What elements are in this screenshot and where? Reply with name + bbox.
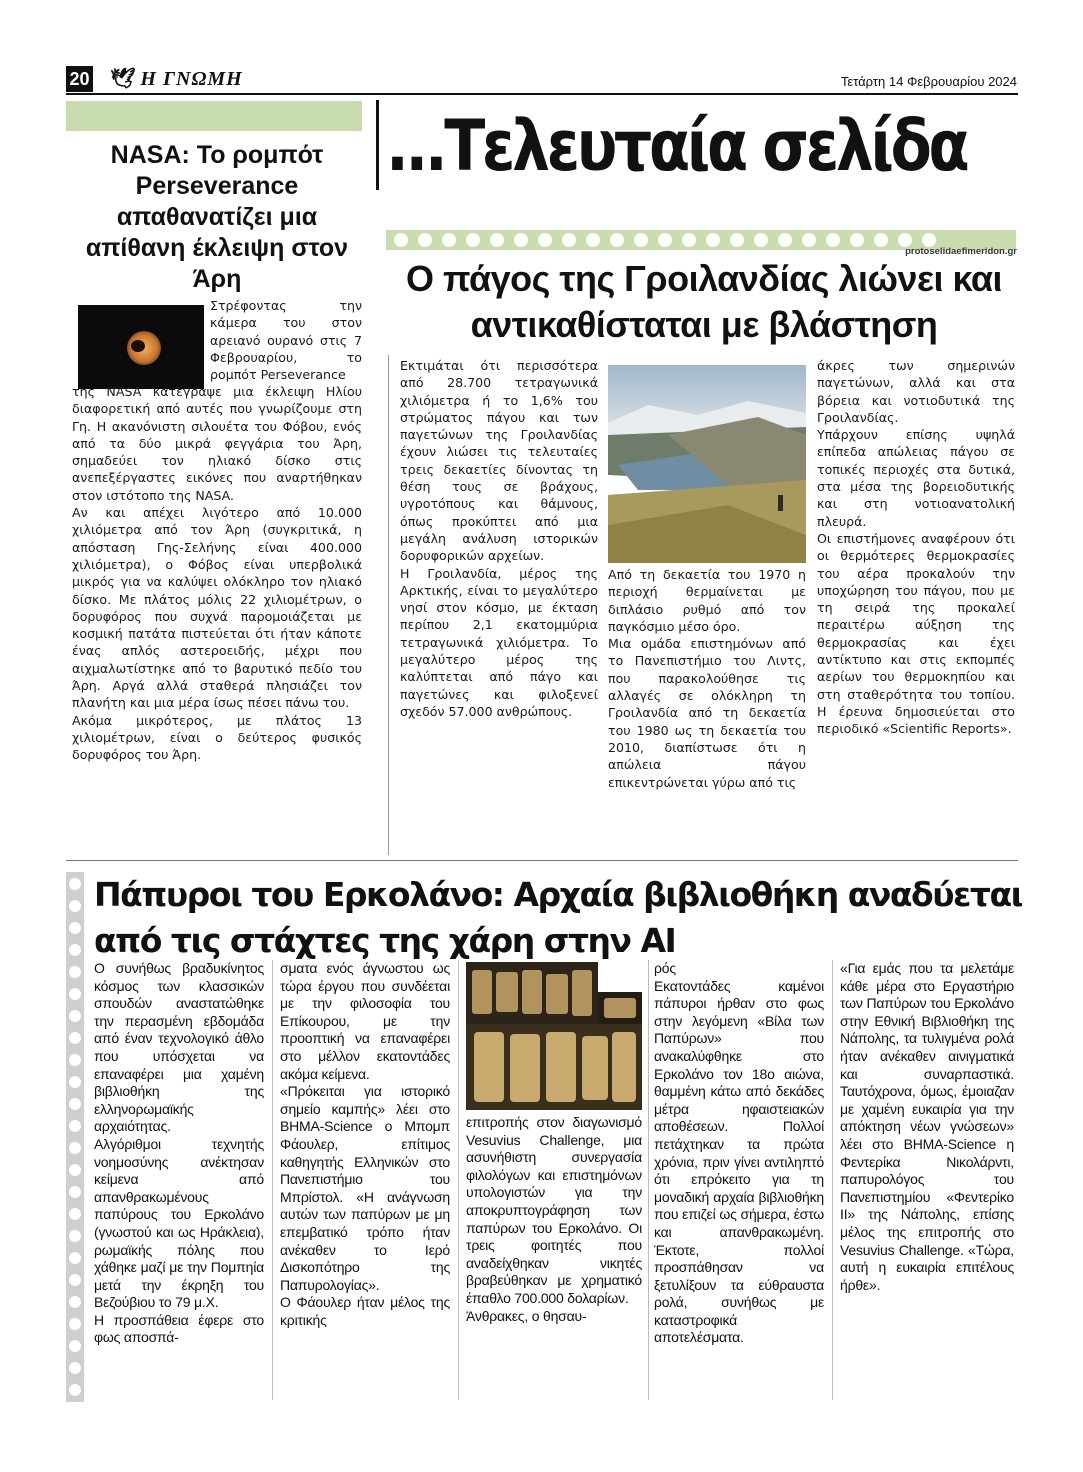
section-title: ...Τελευταία σελίδα <box>386 105 967 187</box>
dot-ornament <box>898 233 912 247</box>
dot-ornament <box>69 1230 81 1242</box>
dot-ornament <box>69 1362 81 1374</box>
article3-col3-p2: Άνθρακες, ο θησαυ- <box>466 1307 587 1324</box>
column-gutter <box>648 960 649 1400</box>
dot-ornament <box>69 1296 81 1308</box>
dot-ornament <box>802 233 816 247</box>
article1-p1-head: Στρέφοντας την κάμερα του στον αρειανό ουρανό στις 7 Φεβρουαρίου, το ρομπότ Perseverance <box>210 298 362 383</box>
dot-ornament <box>69 1054 81 1066</box>
article3-col2-p2: «Πρόκειται για ιστορικό σημείο καμπής» λέει στο ΒΗΜΑ-Science ο Μπομπ Φάουλερ, επίτιμος καθηγητής Ελληνικών στο Πανεπιστήμιο του Μπρίστολ. «Η ανάγνωση αυτών των παπύρων με μη επεμβατικό τρόπο ήταν ανέκαθεν το Ιερό Δισκοπότηρο της Παπυρολογίας». <box>280 1083 450 1293</box>
article2-col3-p3: Οι επιστήμονες αναφέρουν ότι οι θερμότερες θερμοκρασίες του αέρα προκαλούν την υποχώρηση του πάγου, που με τη σειρά της προκαλεί περαιτέρω αύξηση της θερμοκρασίας και έχει αντίκτυπο και στις εκπομπές αερίων του θερμοκηπίου και στη σταθερότητα του τοπίου. Η έρευνα δημοσιεύεται στο περιοδικό «Scientific Reports». <box>817 530 1015 737</box>
article3-col1-p3: Η προσπάθεια έφερε στο φως αποσπά- <box>94 1311 264 1346</box>
article1-p3: Ακόμα μικρότερος, με πλάτος 13 χιλιομέτρων, είναι ο δεύτερος φυσικός δορυφόρος του Άρη. <box>72 712 362 763</box>
dot-ornament <box>466 233 480 247</box>
article3-col4 <box>654 960 824 1400</box>
article3-col5-p1: «Για εμάς που τα μελετάμε κάθε μέρα στο Εργαστήριο των Παπύρων του Ερκολάνο στην Εθνική Βιβλιοθήκη της Νάπολης, τα τυλιγμένα ρολά ήταν ανέκαθεν αινιγματικά και συναρπαστικά. Ταυτόχρονα, όμως, έμοιαζαν με χαμένη ευκαιρία για την απόκτηση νέων γνώσεων» λέει στο ΒΗΜΑ-Science η Φεντερίκα Νικολάρντι, παπυρολόγος του Πανεπιστημίου «Φεντερίκο ΙΙ» της Νάπολης, επίσης μέλος της επιτροπής στο Vesuvius Challenge. «Τώρα, αυτή η ευκαιρία επιτέλους ήρθε». <box>840 960 1014 1293</box>
article3-col1-p1: Ο συνήθως βραδυκίνητος κόσμος των κλασσικών σπουδών αναστατώθηκε την περασμένη εβδομάδα από έναν τεχνολογικό άθλο που υπόσχεται να επαναφέρει μια χαμένη βιβλιοθήκη της ελληνορωμαϊκής αρχαιότητας. <box>94 960 264 1135</box>
page-number: 20 <box>66 66 93 92</box>
dot-ornament <box>69 966 81 978</box>
article3-col3 <box>466 1114 642 1400</box>
dot-ornament <box>69 922 81 934</box>
article3-col4-p2: Εκατοντάδες καμένοι πάπυροι ήρθαν στο φως στην λεγόμενη «Βίλα των Παπύρων» που ανακαλύφθηκε στο Ερκολάνο τον 18ο αιώνα, θαμμένη κάτω από δεκάδες μέτρα ηφαιστειακών αποθέσεων. Πολλοί πετάχτηκαν τα πρώτα χρόνια, πριν γίνει αντιληπτό ότι επρόκειτο για τη μοναδική αρχαία βιβλιοθήκη που επιζεί ως σήμερα, έστω και απανθρακωμένη. Έκτοτε, πολλοί προσπάθησαν να ξετυλίξουν τα εύθραυστα ρολά, συνήθως με καταστροφικά αποτελέσματα. <box>654 977 824 1346</box>
vertical-rule <box>376 100 379 190</box>
dot-ornament <box>826 233 840 247</box>
dot-ornament <box>490 233 504 247</box>
article3-col1 <box>94 960 264 1400</box>
dot-ornament <box>634 233 648 247</box>
dot-ornament <box>874 233 888 247</box>
dot-ornament <box>69 1098 81 1110</box>
dot-ornament <box>69 1142 81 1154</box>
dot-ornament <box>778 233 792 247</box>
eclipse-image <box>78 305 204 389</box>
article1-body <box>72 383 362 764</box>
dot-ornament <box>922 233 936 247</box>
dot-ornament <box>586 233 600 247</box>
newspaper-logo <box>110 66 250 92</box>
article3-col1-p2: Αλγόριθμοι τεχνητής νοημοσύνης ανέκτησαν κείμενα από απανθρακωμένους παπύρους του Ερκολάνο (γνωστού και ως Ηράκλεια), ρωμαϊκής πόλης που χάθηκε μαζί με την Πομπηία μετά την έκρηξη του Βεζούβιου το 79 μ.Χ. <box>94 1135 264 1311</box>
dot-ornament <box>562 233 576 247</box>
logo-text: Η ΓΝΩΜΗ <box>140 68 243 90</box>
dot-ornament <box>442 233 456 247</box>
article1-p1-tail: της NASA κατέγραψε μια έκλειψη Ηλίου διαφορετική από αυτές που γνωρίζουμε στη Γη. Η ακανόνιστη σιλουέτα του Φόβου, ενός από τα δύο μικρά φεγγάρια του Άρη, σημαδεύει τον ηλιακό δίσκο στις ανεπεξέργαστες εικόνες που αναρτήθηκαν στον ιστότοπο της NASA. <box>72 384 362 503</box>
accent-bar <box>66 101 362 131</box>
article3-col2-p1: σματα ενός άγνωστου ως τώρα έργου που συνδέεται με την φιλοσοφία του Επίκουρου, με την προοπτική να επαναφέρει στο μέλλον εκατοντάδες ακόμα κείμενα. <box>280 960 450 1082</box>
dot-ornament <box>394 233 408 247</box>
dot-ornament <box>658 233 672 247</box>
article3-col5 <box>840 960 1014 1400</box>
bird-icon: 🕊︎ <box>110 68 137 90</box>
article2-col3 <box>817 357 1015 857</box>
article1-title: NASA: Το ρομπότ Perseverance απαθανατίζει μια απίθανη έκλειψη στον Άρη <box>85 141 349 293</box>
column-divider <box>388 355 389 855</box>
dot-ornament <box>69 1032 81 1044</box>
article3-col4-p1: ρός <box>654 960 676 976</box>
dot-ornament <box>754 233 768 247</box>
article2-title: Ο πάγος της Γροιλανδίας λιώνει και αντικαθίσταται με βλάστηση <box>405 258 1003 345</box>
article2-col1-p1: Εκτιμάται ότι περισσότερα από 28.700 τετραγωνικά χιλιόμετρα ή το 1,6% του στρώματος πάγου και των παγετώνων της Γροιλανδίας έχουν λιώσει τις τελευταίες τρεις δεκαετίες δίνοντας τη θέση τους σε βράχους, υγροτόπους και θάμνους, όπως προκύπτει από μια μεγάλη ανάλυση ιστορικών δορυφορικών αρχείων. <box>400 358 598 564</box>
dot-ornament <box>69 1186 81 1198</box>
article3-col3-p1: επιτροπής στον διαγωνισμό Vesuvius Challenge, μια ασυνήθιστη συνεργασία φιλολόγων και επιστημόνων υπολογιστών για την αποκρυπτογράφηση των παπύρων του Ερκολάνο. Οι τρεις φοιτητές που αναδείχθηκαν νικητές βραβεύθηκαν με χρηματικό έπαθλο 700.000 δολαρίων. <box>466 1114 642 1306</box>
site-watermark: protoselidaefimeridon.gr <box>905 246 1017 257</box>
article2-col3-p1: άκρες των σημερινών παγετώνων, αλλά και στα βόρεια και νοτιοδυτικά της Γροιλανδίας. <box>817 358 1015 425</box>
dot-ornament <box>730 233 744 247</box>
article3-col2-p3: Ο Φάουλερ ήταν μέλος της κριτικής <box>280 1294 450 1328</box>
article2-col2-p2: Μια ομάδα επιστημόνων από το Πανεπιστήμιο του Λιντς, που παρακολούθησε τις αλλαγές σε ολόκληρη τη Γροιλανδία από τη δεκαετία του 1980 ως τη δεκαετία του 2010, διαπίστωσε ότι η απώλεια πάγου επικεντρώνεται γύρω από τις <box>608 636 806 790</box>
article2-col3-p2: Υπάρχουν επίσης υψηλά επίπεδα απώλειας πάγου σε τοπικές περιοχές στα δυτικά, στα μέσα της βορειοδυτικής και στη νοτιοανατολική πλευρά. <box>817 427 1015 529</box>
article1-intro-column <box>210 297 362 383</box>
dot-ornament <box>850 233 864 247</box>
dot-ornament <box>69 1252 81 1264</box>
dot-ornament <box>69 1076 81 1088</box>
dot-ornament <box>69 1120 81 1132</box>
article2-col1 <box>400 357 598 857</box>
papyrus-image <box>466 962 642 1110</box>
dot-ornament <box>69 1318 81 1330</box>
dot-ornament <box>514 233 528 247</box>
dot-ornament <box>69 1274 81 1286</box>
column-gutter <box>272 960 273 1400</box>
dot-ornament <box>69 944 81 956</box>
dot-ornament <box>682 233 696 247</box>
dot-ornament <box>706 233 720 247</box>
section-separator <box>66 860 1018 861</box>
article1-p2: Αν και απέχει λιγότερο από 10.000 χιλιόμετρα από τον Άρη (συγκριτικά, η απόσταση Γης-Σελήνης είναι 400.000 χιλιόμετρα), ο Φόβος είναι υπερβολικά μικρός για να καλύψει ολόκληρο τον ηλιακό δίσκο. Με πλάτος μόλις 22 χιλιομέτρων, ο δορυφόρος που συχνά παρομοιάζεται με κοσμική πατάτα πιστεύεται ότι ήταν κάποτε ένας απλός αστεροειδής, μέχρι που αιχμαλωτίστηκε από το βαρυτικό πεδίο του Άρη. Αργά αλλά σταθερά πλησιάζει τον πλανήτη και μια μέρα ίσως πέσει πάνω του. <box>72 505 362 711</box>
article2-col2-p1: Από τη δεκαετία του 1970 η περιοχή θερμαίνεται με διπλάσιο ρυθμό από τον παγκόσμιο μέσο όρο. <box>608 567 806 634</box>
greenland-photo <box>608 365 806 563</box>
dot-ornament <box>69 878 81 890</box>
dot-ornament <box>538 233 552 247</box>
dot-ornament <box>69 900 81 912</box>
dot-ornament <box>69 1340 81 1352</box>
article2-col2 <box>608 566 806 858</box>
article2-col1-p2: Η Γροιλανδία, μέρος της Αρκτικής, είναι το μεγαλύτερο νησί στον κόσμο, με έκταση περίπου 2,1 εκατομμύρια τετραγωνικά χιλιόμετρα. Το μεγαλύτερο μέρος της καλύπτεται από πάγο και παγετώνες και φιλοξενεί σχεδόν 57.000 ανθρώπους. <box>400 565 598 719</box>
dot-ornament <box>69 988 81 1000</box>
dot-ornament <box>610 233 624 247</box>
dot-ornament <box>69 1010 81 1022</box>
issue-date: Τετάρτη 14 Φεβρουαρίου 2024 <box>840 74 1017 89</box>
column-gutter <box>458 960 459 1400</box>
dot-ornament <box>69 1164 81 1176</box>
dot-ornament <box>418 233 432 247</box>
dot-ornament <box>69 1384 81 1396</box>
column-gutter <box>832 960 833 1400</box>
dot-ornament <box>69 1208 81 1220</box>
article3-title: Πάπυροι του Ερκολάνο: Αρχαία βιβλιοθήκη αναδύεται από τις στάχτες της χάρη στην AI <box>94 875 1022 960</box>
header-rule <box>66 93 1018 95</box>
article3-col2 <box>280 960 450 1400</box>
dotted-sidebar <box>66 872 84 1402</box>
